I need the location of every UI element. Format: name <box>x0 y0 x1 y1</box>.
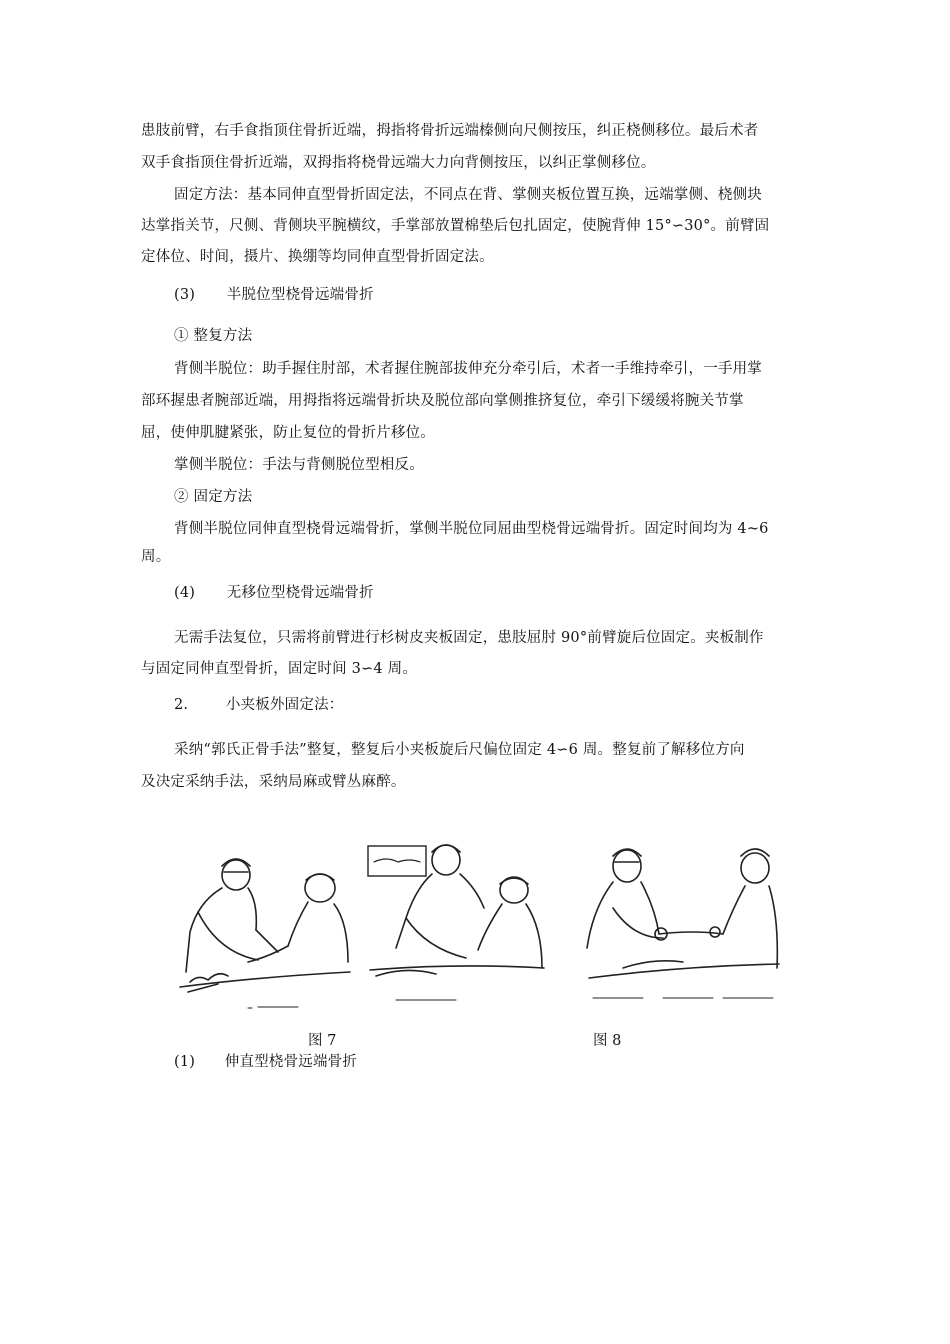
section-heading <box>174 285 374 305</box>
paragraph-line: 掌侧半脱位：手法与背侧脱位型相反。 <box>174 457 424 473</box>
figure-illustration-middle <box>366 838 546 1018</box>
paragraph-line: 屈，使伸肌腱紧张，防止复位的骨折片移位。 <box>141 425 435 441</box>
section-title: 半脱位型桡骨远端骨折 <box>226 287 374 303</box>
paragraph-line: 双手食指顶住骨折近端，双拇指将桡骨远端大力向背侧按压，以纠正掌侧移位。 <box>141 155 656 171</box>
figure-illustration-right <box>583 838 783 1018</box>
paragraph-line: 定体位、时间，摄片、换绷等均同伸直型骨折固定法。 <box>141 249 494 265</box>
paragraph-line: 背侧半脱位：助手握住肘部，术者握住腕部拔伸充分牵引后，术者一手维持牵引，一手用掌 <box>174 361 762 377</box>
section-heading <box>174 695 343 715</box>
subsection-heading: ② 固定方法 <box>174 489 253 505</box>
section-title: 伸直型桡骨远端骨折 <box>224 1054 358 1070</box>
section-heading <box>174 583 374 603</box>
paragraph-line: 及决定采纳手法，采纳局麻或臂丛麻醉。 <box>141 774 406 790</box>
section-title: 无移位型桡骨远端骨折 <box>226 585 374 601</box>
paragraph-line: 背侧半脱位同伸直型桡骨远端骨折，掌侧半脱位同屈曲型桡骨远端骨折。固定时间均为 4~6 <box>174 521 769 537</box>
section-number: 2. <box>174 697 189 713</box>
paragraph-line: 部环握患者腕部近端，用拇指将远端骨折块及脱位部向掌侧推挤复位，牵引下缓缓将腕关节掌 <box>141 393 744 409</box>
section-number: (3) <box>174 287 196 303</box>
figure-8-caption: 图 8 <box>593 1033 622 1049</box>
paragraph-line: 无需手法复位，只需将前臂进行杉树皮夹板固定，患肢屈肘 90°前臂旋后位固定。夹板制作 <box>174 630 764 646</box>
paragraph-line: 采纳“郭氏正骨手法”整复，整复后小夹板旋后尺偏位固定 4∽6 周。整复前了解移位方向 <box>174 742 745 758</box>
section-title: 小夹板外固定法： <box>225 697 344 713</box>
paragraph-line: 达掌指关节，尺侧、背侧块平腕横纹，手掌部放置棉垫后包扎固定，使腕背伸 15°∽30°。前臂固 <box>141 218 770 234</box>
section-number: (1) <box>174 1054 196 1070</box>
paragraph-line: 与固定同伸直型骨折，固定时间 3∽4 周。 <box>141 661 418 677</box>
figure-7-caption: 图 7 <box>308 1033 337 1049</box>
subsection-heading: ① 整复方法 <box>174 328 253 344</box>
paragraph-line: 患肢前臂，右手食指顶住骨折近端，拇指将骨折远端榛侧向尺侧按压，纠正桡侧移位。最后术者 <box>141 123 759 139</box>
section-number: (4) <box>174 585 196 601</box>
figure-illustration-left <box>178 842 353 1017</box>
paragraph-line: 固定方法：基本同伸直型骨折固定法，不同点在背、掌侧夹板位置互换，远端掌侧、桡侧块 <box>174 187 762 203</box>
section-heading <box>174 1052 357 1072</box>
paragraph-line: 周。 <box>141 549 171 565</box>
